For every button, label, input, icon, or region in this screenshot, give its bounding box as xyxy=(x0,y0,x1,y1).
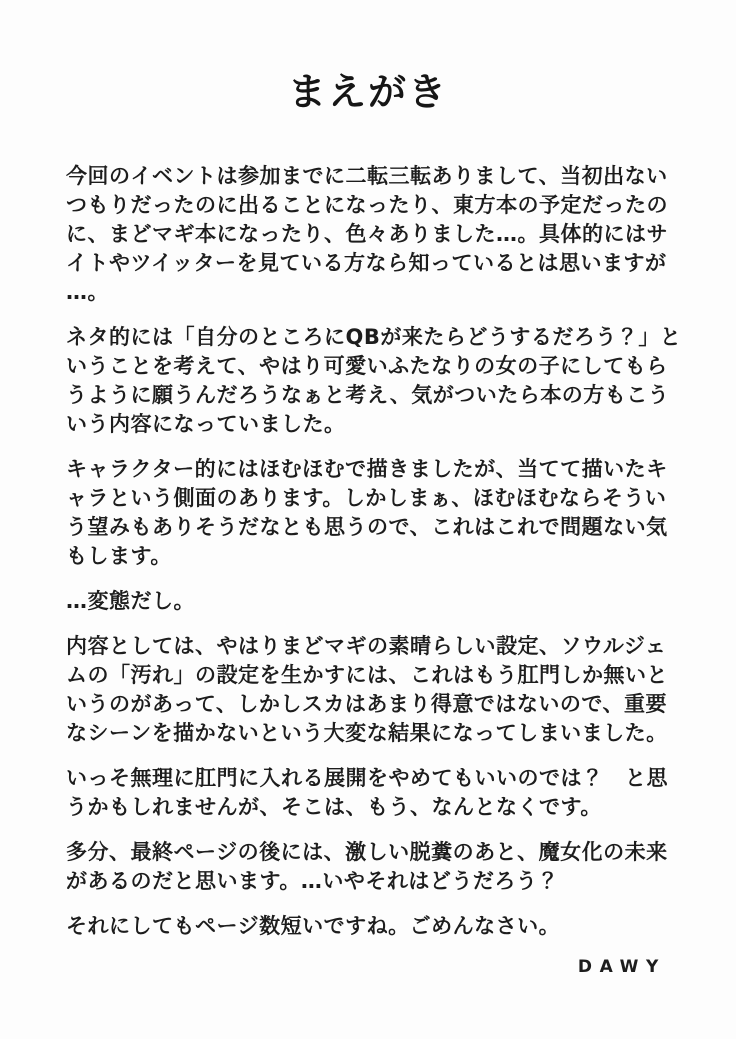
page-title: まえがき xyxy=(287,70,448,114)
author-signature: DAWY xyxy=(577,956,666,977)
paragraph-plot-doubt: いっそ無理に肛門に入れる展開をやめてもいいのでは？ と思うかもしれませんが、そこは、もう、なんとなくです。 xyxy=(66,765,668,819)
paragraph-hentai-aside: …変態だし。 xyxy=(66,588,195,613)
paragraph-setting-usage: 内容としては、やはりまどマギの素晴らしい設定、ソウルジェムの「汚れ」の設定を生かすには、これはもう肛門しか無いというのがあって、しかしスカはあまり得意ではないので、重要なシーンを描かないという大変な結果になってしまいました。 xyxy=(66,633,668,745)
paragraph-event-circumstances: 今回のイベントは参加までに二転三転ありまして、当初出ないつもりだったのに出ることになったり、東方本の予定だったのに、まどマギ本になったり、色々ありました…。具体的にはサイトやツイッターを見ている方なら知っているとは思いますが…。 xyxy=(66,163,668,304)
preface-body xyxy=(0,162,736,977)
paragraph-character-choice: キャラクター的にはほむほむで描きましたが、当てて描いたキャラという側面のあります。しかしまぁ、ほむほむならそういう望みもありそうだなとも思うので、これはこれで問題ない気もします。 xyxy=(66,456,668,568)
paragraph-apology: それにしてもページ数短いですね。ごめんなさい。 xyxy=(66,913,561,938)
paragraph-story-concept: ネタ的には「自分のところにQBが来たらどうするだろう？」ということを考えて、やはり可愛いふたなりの女の子にしてもらうように願うんだろうなぁと考え、気がついたら本の方もこういう内容になっていました。 xyxy=(66,324,682,436)
paragraph-final-page-fate: 多分、最終ページの後には、激しい脱糞のあと、魔女化の未来があるのだと思います。…いやそれはどうだろう？ xyxy=(66,839,668,893)
